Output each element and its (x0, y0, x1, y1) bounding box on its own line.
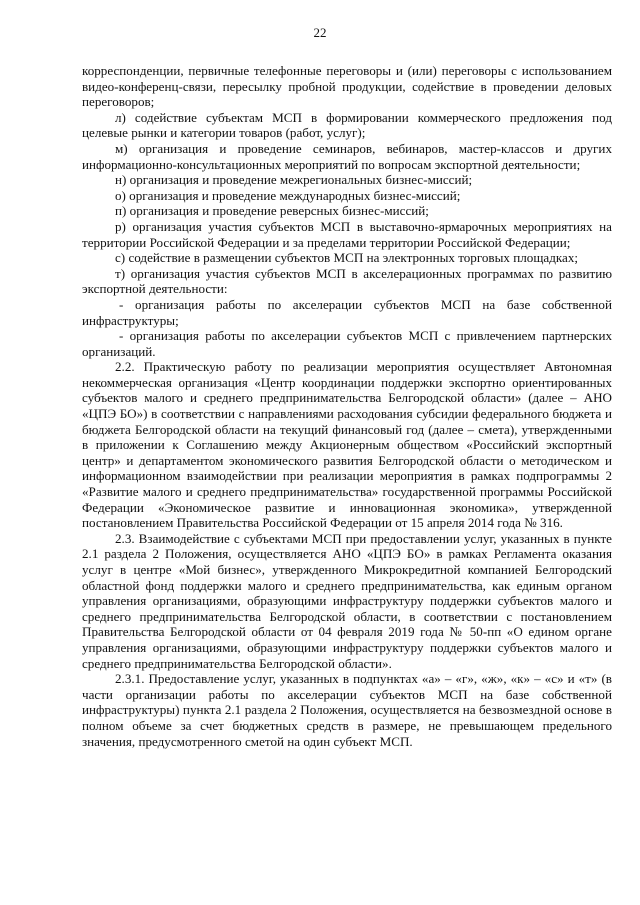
section-2-3: 2.3. Взаимодействие с субъектами МСП при предоставлении услуг, указанных в пункте 2.1 раздела 2 Положения, осуществляется АНО «ЦПЭ БО» в рамках Регламента оказания услуг в центре «Мой бизнес», утвержденного Микрокредитной компанией Белгородский областной фонд поддержки малого и среднего предпринимательства, как единым органом управления организациями, образующими инфраструктуру поддержки субъектов малого и среднего предпринимательства Белгородской области, в соответствии с постановлением Правительства Белгородской области от 04 февраля 2019 года № 50-пп «О едином органе управления организациями, образующими инфраструктуру поддержки субъектов малого и среднего предпринимательства Белгородской области». (82, 530, 612, 671)
document-body (82, 63, 612, 749)
list-item-o: о) организация и проведение международных бизнес-миссий; (115, 187, 461, 203)
list-item-p: п) организация и проведение реверсных бизнес-миссий; (115, 203, 429, 219)
list-item-t: т) организация участия субъектов МСП в акселерационных программах по развитию экспортной деятельности: (82, 265, 612, 297)
list-item-n: н) организация и проведение межрегиональных бизнес-миссий; (115, 172, 473, 188)
list-item-l: л) содействие субъектам МСП в формировании коммерческого предложения под целевые рынки и категории товаров (работ, услуг); (82, 109, 612, 141)
list-item-s: с) содействие в размещении субъектов МСП на электронных торговых площадках; (115, 250, 579, 266)
list-item-m: м) организация и проведение семинаров, вебинаров, мастер-классов и других информационно-консультационных мероприятий по вопросам экспортной деятельности; (82, 140, 612, 172)
section-2-3-1: 2.3.1. Предоставление услуг, указанных в подпунктах «а» – «г», «ж», «к» – «с» и «т» (в части организации работы по акселерации субъектов МСП на базе собственной инфраструктуры) пункта 2.1 раздела 2 Положения, осуществляется на безвозмездной основе в полном объеме за счет бюджетных средств в размере, не превышающем предельного значения, предусмотренного сметой на один субъект МСП. (82, 671, 612, 749)
page-number: 22 (313, 25, 327, 40)
section-2-2: 2.2. Практическую работу по реализации мероприятия осуществляет Автономная некоммерческая организация «Центр координации поддержки экспортно ориентированных субъектов малого и среднего предпринимательства Белгородской области» (далее – АНО «ЦПЭ БО») в соответствии с направлениями расходования субсидии федерального бюджета и бюджета Белгородской области на текущий финансовый год (далее – смета), утвержденными в приложении к Соглашению между Акционерным обществом «Российский экспортный центр» и департаментом экономического развития Белгородской области о методическом и информационном взаимодействии при реализации мероприятия в рамках подпрограммы 2 «Развитие малого и среднего предпринимательства» государственной программы Российской Федерации «Экономическое развитие и инновационная экономика», утвержденной постановлением Правительства Российской Федерации от 15 апреля 2014 года № 316. (82, 359, 612, 531)
dash-item-partners: - организация работы по акселерации субъектов МСП с привлечением партнерских организаций. (82, 328, 612, 359)
dash-item-own-infrastructure: - организация работы по акселерации субъектов МСП на базе собственной инфраструктуры; (82, 296, 612, 328)
paragraph-continuation: корреспонденции, первичные телефонные переговоры и (или) переговоры с использованием видео-конференц-связи, пересылку пробной продукции, содействие в проведении деловых переговоров; (82, 63, 612, 110)
list-item-r: р) организация участия субъектов МСП в выставочно-ярмарочных мероприятиях на территории Российской Федерации и за пределами территории Российской Федерации; (82, 218, 612, 250)
